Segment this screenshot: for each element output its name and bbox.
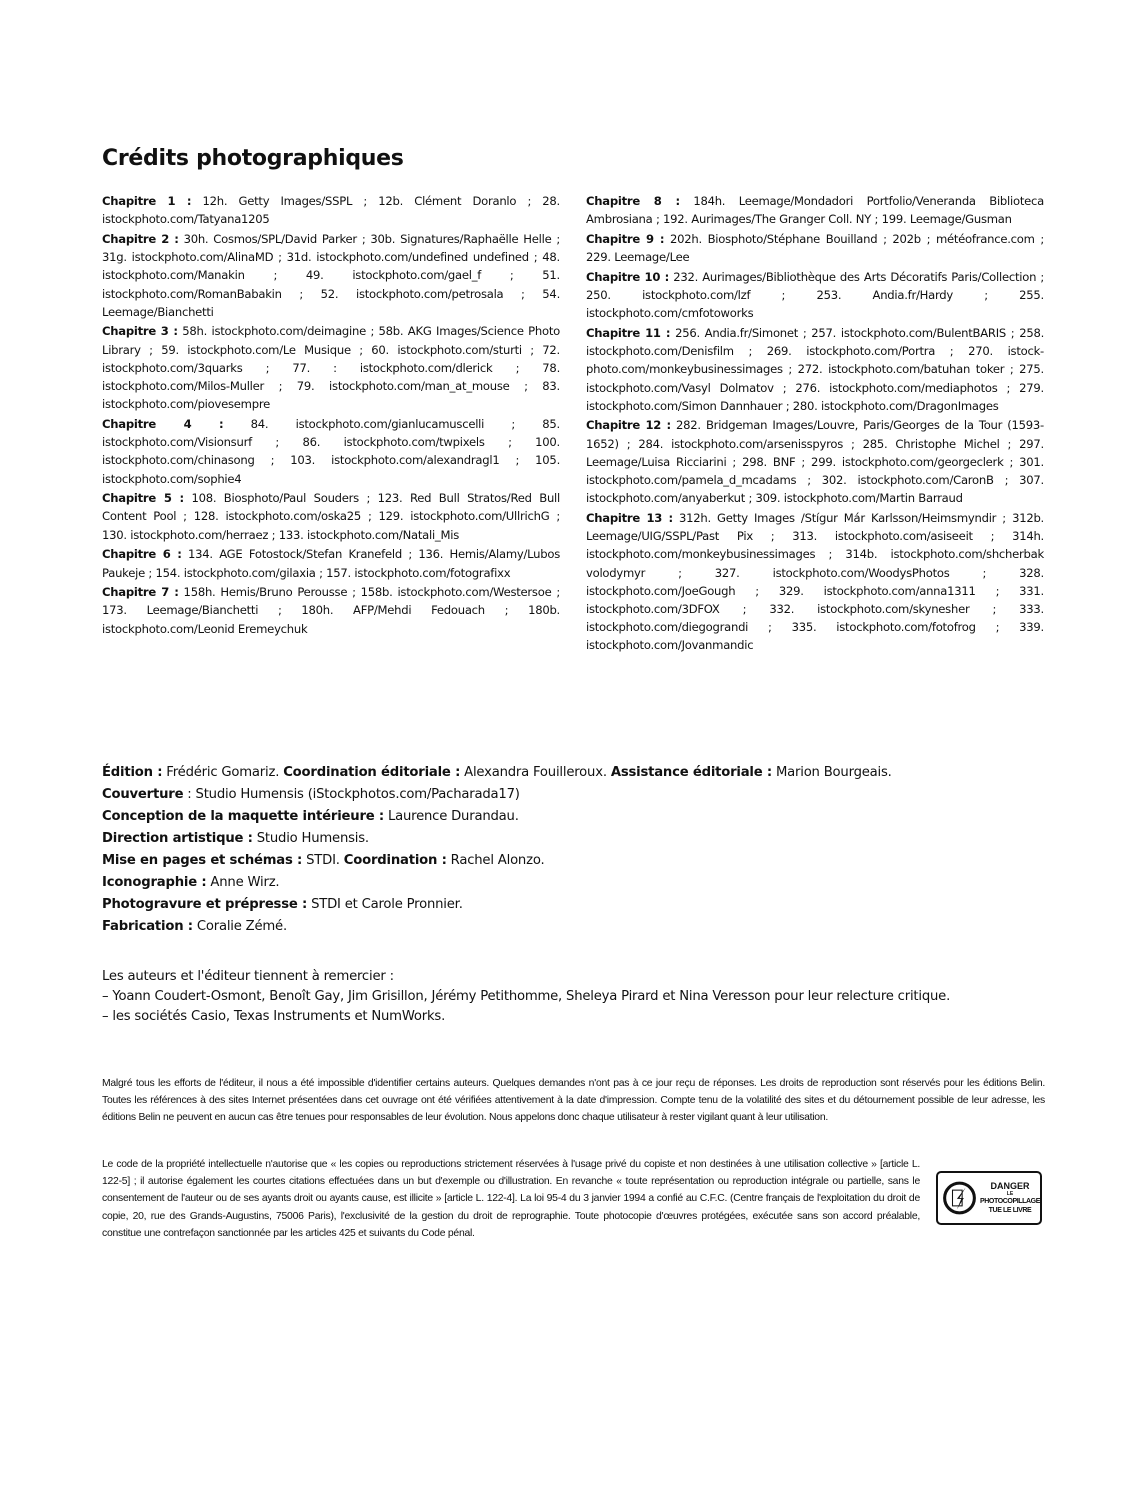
chapter-label: Chapitre 12 : (586, 418, 671, 433)
chapter-credit-text: 134. AGE Fotostock/Stefan Kranefeld ; 136. Hemis/Alamy/Lubos Paukeje ; 154. istockphoto.com/gilaxia ; 157. istockphoto.com/fotografixx (102, 547, 561, 580)
staff-value: Anne Wirz. (206, 875, 280, 890)
staff-role: Coordination : (343, 853, 447, 868)
chapter-credit (586, 192, 1044, 228)
chapter-credit-text: 202h. Biosphoto/Stéphane Bouilland ; 202b ; météofrance.com ; 229. Leemage/Lee (586, 231, 1044, 265)
chapter-credit-text: 312h. Getty Images /Stígur Már Karlsson/Heimsmyndir ; 312b. Leemage/UIG/SSPL/Past Pix ; 313. istockphoto.com/asiseeit ; 314h. istockphoto.com/monkeybusinessimages ; 314b. istockphoto.com/shcherbak volodymyr ; 327. istockphoto.com/WoodysPhotos ; 328. istockphoto.com/JoeGough ; 329. istockphoto.com/anna1311 ; 331. istockphoto.com/3DFOX ; 332. istockphoto.com/skynesher ; 333. istockphoto.com/diegograndi ; 335. istockphoto.com/fotofrog ; 339. istockphoto.com/Jovanmandic (586, 510, 1044, 653)
chapter-credit-text: 232. Aurimages/Bibliothèque des Arts Décoratifs Paris/Collection ; 250. istockphoto.com/lzf ; 253. Andia.fr/Hardy ; 255. istockphoto.com/cmfotoworks (586, 269, 1044, 321)
staff-value: Studio Humensis. (252, 831, 369, 846)
staff-role: Couverture (102, 787, 184, 802)
staff-role: Fabrication : (102, 919, 193, 934)
chapter-label: Chapitre 6 : (102, 547, 182, 562)
chapter-credit-text: 256. Andia.fr/Simonet ; 257. istockphoto.com/BulentBARIS ; 258. istockphoto.com/Denisfilm ; 269. istockphoto.com/Portra ; 270. istock-photo.com/monkeybusinessimages ; 272. istockphoto.com/batuhan toker ; 275. istockphoto.com/Vasyl Dolmatov ; 276. istockphoto.com/mediaphotos ; 279. istockphoto.com/Simon Dannhauer ; 280. istockphoto.com/DragonImages (586, 325, 1045, 413)
chapter-credit (102, 192, 560, 228)
chapter-label: Chapitre 4 : (102, 416, 224, 431)
staff-value: : Studio Humensis (iStockphotos.com/Pacharada17) (183, 787, 520, 802)
staff-line (102, 762, 892, 784)
disclaimer (102, 1075, 1045, 1127)
chapter-credit (586, 509, 1044, 655)
logo-line: PHOTOCOPILLAGE (980, 1197, 1040, 1205)
staff-role: Direction artistique : (102, 831, 253, 846)
staff-value: STDI. (302, 853, 344, 868)
staff-role: Assistance éditoriale : (610, 765, 772, 780)
chapter-label: Chapitre 5 : (102, 491, 184, 506)
photocopillage-logo (936, 1171, 1042, 1225)
staff-role: Conception de la maquette intérieure : (102, 809, 384, 824)
chapter-credit (102, 415, 560, 488)
staff-line (102, 894, 892, 916)
chapter-credit-text: 158h. Hemis/Bruno Perousse ; 158b. istockphoto.com/Westersoe ; 173. Leemage/Bianchetti ; 180h. AFP/Mehdi Fedouach ; 180b. istockphoto.com/Leonid Eremeychuk (102, 585, 560, 636)
no-photocopy-icon (942, 1178, 977, 1218)
staff-line (102, 806, 892, 828)
staff-value: Rachel Alonzo. (446, 853, 545, 868)
credits-column-left (102, 192, 560, 639)
page-title: Crédits photographiques (102, 146, 404, 171)
chapter-label: Chapitre 9 : (586, 231, 665, 246)
staff-value: Alexandra Fouilleroux. (460, 765, 611, 780)
chapter-label: Chapitre 3 : (102, 324, 178, 339)
logo-line: LE (1006, 1190, 1014, 1197)
chapter-credit (102, 545, 560, 581)
staff-value: Coralie Zémé. (192, 919, 287, 934)
chapter-label: Chapitre 7 : (102, 585, 179, 600)
chapter-credit (102, 322, 560, 413)
staff-credits (102, 762, 892, 938)
credits-column-right (586, 192, 1044, 656)
chapter-credit (586, 268, 1044, 323)
staff-value: STDI et Carole Pronnier. (307, 897, 463, 912)
chapter-label: Chapitre 2 : (102, 231, 179, 246)
chapter-credit (586, 230, 1044, 266)
staff-line (102, 872, 892, 894)
staff-line (102, 784, 892, 806)
disclaimer-text: Malgré tous les efforts de l'éditeur, il nous a été impossible d'identifier certains auteurs. Quelques demandes n'ont pas à ce jour reçu de réponses. Les droits de reproduction sont réservés pour les éditions Belin. Toutes les références à des sites Internet présentées dans cet ouvrage ont été vérifiées attentivement à la date d'impression. Compte tenu de la volatilité des sites et du détournement possible de leur adresse, les éditions Belin ne peuvent en aucun cas être tenues pour responsables de leur évolution. Nous appelons donc chaque utilisateur à rester vigilant quant à leur utilisation. (102, 1078, 1045, 1124)
staff-line (102, 828, 892, 850)
chapter-credit-text: 84. istockphoto.com/gianlucamuscelli ; 85. istockphoto.com/Visionsurf ; 86. istockphoto.com/twpixels ; 100. istockphoto.com/chinasong ; 103. istockphoto.com/alexandragl1 ; 105. istockphoto.com/sophie4 (102, 416, 560, 486)
chapter-credit-text: 184h. Leemage/Mondadori Portfolio/Veneranda Biblioteca Ambrosiana ; 192. Aurimages/The Granger Coll. NY ; 199. Leemage/Gusman (586, 194, 1044, 227)
logo-text (980, 1182, 1040, 1215)
staff-value: Laurence Durandau. (383, 809, 519, 824)
chapter-credit (102, 583, 560, 638)
chapter-label: Chapitre 8 : (586, 194, 680, 208)
staff-role: Édition : (102, 765, 163, 780)
staff-line (102, 850, 892, 872)
acknowledgements (102, 967, 950, 1027)
staff-role: Iconographie : (102, 875, 207, 890)
staff-value: Frédéric Gomariz. (162, 765, 284, 780)
legal-notice (102, 1156, 920, 1242)
chapter-credit-text: 30h. Cosmos/SPL/David Parker ; 30b. Signatures/Raphaëlle Helle ; 31g. istockphoto.com/AlinaMD ; 31d. istockphoto.com/undefined undefined ; 48. istockphoto.com/Manakin ; 49. istockphoto.com/gael_f ; 51. istockphoto.com/RomanBabakin ; 52. istockphoto.com/petrosala ; 54. Leemage/Bianchetti (102, 231, 560, 319)
logo-line: DANGER (990, 1180, 1030, 1191)
chapter-label: Chapitre 13 : (586, 510, 673, 525)
staff-role: Photogravure et prépresse : (102, 897, 308, 912)
staff-role: Coordination éditoriale : (283, 765, 461, 780)
staff-line (102, 916, 892, 938)
logo-line: TUE LE LIVRE (988, 1206, 1032, 1214)
chapter-credit (586, 416, 1044, 507)
staff-value: Marion Bourgeais. (771, 765, 892, 780)
thanks-line: – Yoann Coudert-Osmont, Benoît Gay, Jim Grisillon, Jérémy Petithomme, Sheleya Pirard et Nina Veresson pour leur relecture critique. (102, 989, 951, 1004)
thanks-intro: Les auteurs et l'éditeur tiennent à remercier : (102, 969, 394, 984)
chapter-credit-text: 108. Biosphoto/Paul Souders ; 123. Red Bull Stratos/Red Bull Content Pool ; 128. istockphoto.com/oska25 ; 129. istockphoto.com/UllrichG ; 130. istockphoto.com/herraez ; 133. istockphoto.com/Natali_Mis (102, 491, 560, 542)
legal-text: Le code de la propriété intellectuelle n'autorise que « les copies ou reproductions strictement réservées à l'usage privé du copiste et non destinées à une utilisation collective » [article L. 122-5] ; il autorise également les courtes citations effectuées dans un but d'exemple ou d'illustration. En revanche « toute représentation ou reproduction intégrale ou partielle, sans le consentement de l'auteur ou de ses ayants droit ou ayants cause, est illicite » [article L. 122-4]. La loi 95-4 du 3 janvier 1994 a confié au C.F.C. (Centre français de l'exploitation du droit de copie, 20, rue des Grands-Augustins, 75006 Paris), l'exclusivité de la gestion du droit de reprographie. Toute photocopie d'œuvres protégées, exécutée sans son accord préalable, constitue une contrefaçon sanctionnée par les articles 425 et suivants du Code pénal. (102, 1159, 920, 1239)
chapter-label: Chapitre 1 : (102, 194, 192, 208)
chapter-credit-text: 282. Bridgeman Images/Louvre, Paris/Georges de la Tour (1593-1652) ; 284. istockphoto.com/arsenisspyros ; 285. Christophe Michel ; 297. Leemage/Luisa Ricciarini ; 298. BNF ; 299. istockphoto.com/georgeclerk ; 301. istockphoto.com/pamela_d_mcadams ; 302. istockphoto.com/CaronB ; 307. istockphoto.com/anyaberkut ; 309. istockphoto.com/Martin Barraud (586, 418, 1044, 506)
chapter-label: Chapitre 10 : (586, 269, 670, 284)
staff-role: Mise en pages et schémas : (102, 853, 303, 868)
chapter-credit (102, 489, 560, 544)
thanks-line: – les sociétés Casio, Texas Instruments et NumWorks. (102, 1009, 446, 1024)
chapter-credit (586, 324, 1044, 415)
chapter-label: Chapitre 11 : (586, 325, 671, 340)
chapter-credit-text: 58h. istockphoto.com/deimagine ; 58b. AKG Images/Science Photo Library ; 59. istockphoto.com/Le Musique ; 60. istockphoto.com/sturti ; 72. istockphoto.com/3quarks ; 77. : istockphoto.com/dlerick ; 78. istockphoto.com/Milos-Muller ; 79. istockphoto.com/man_at_mouse ; 83. istockphoto.com/piovesempre (102, 324, 560, 412)
chapter-credit (102, 230, 560, 321)
chapter-credit-text: 12h. Getty Images/SSPL ; 12b. Clément Doranlo ; 28. istockphoto.com/Tatyana1205 (102, 194, 560, 227)
